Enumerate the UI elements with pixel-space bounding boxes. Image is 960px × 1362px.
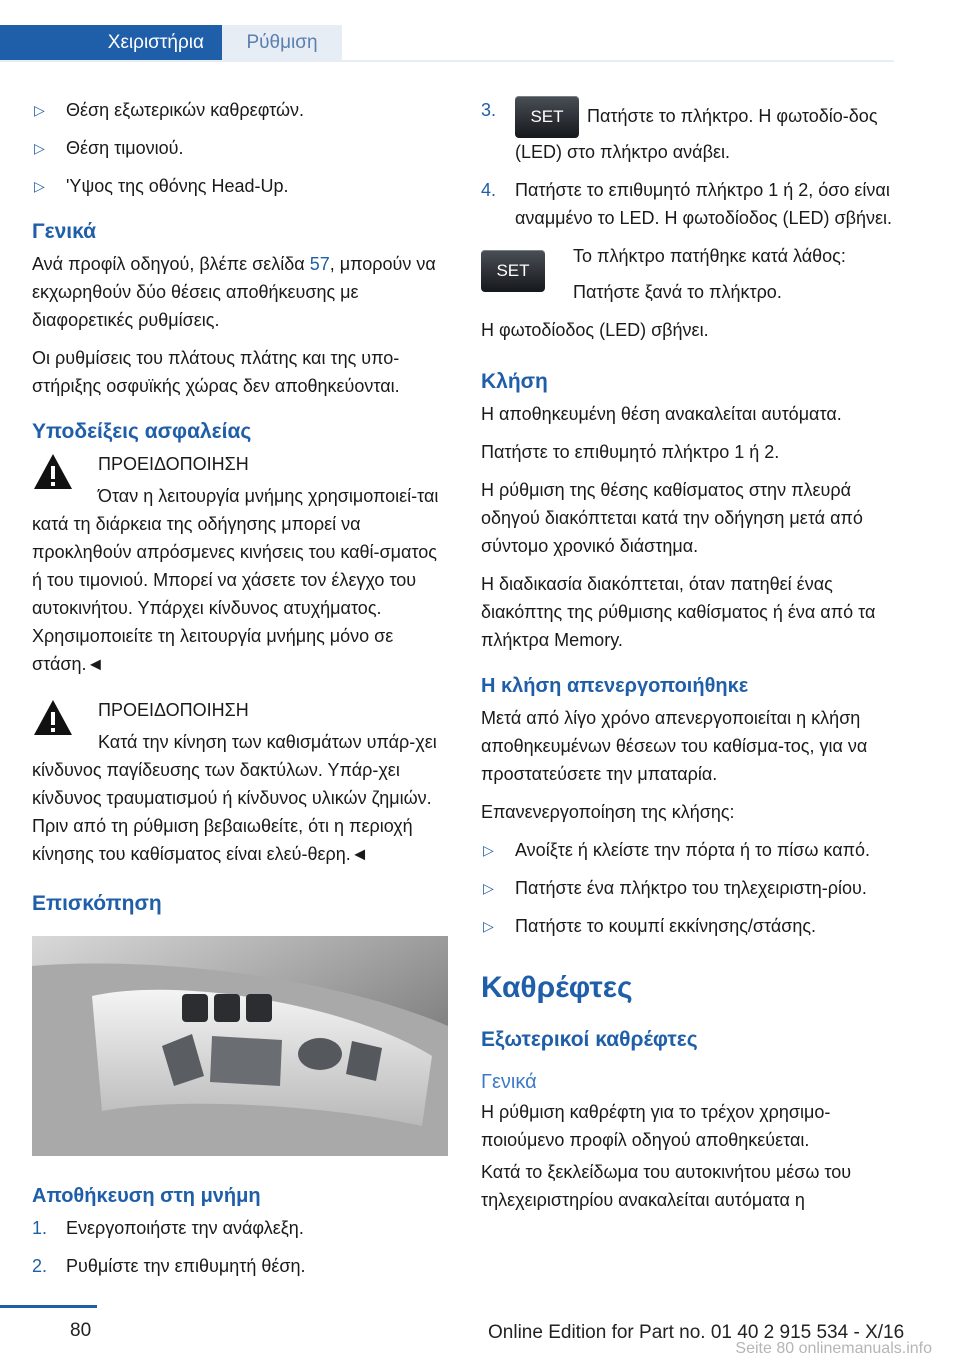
warning-title: ΠΡΟΕΙΔΟΠΟΙΗΣΗ [98, 454, 249, 474]
list-item [32, 172, 450, 200]
list-item-text: Θέση τιμονιού. [66, 138, 184, 158]
heading-exterior-mirrors: Εξωτερικοί καθρέφτες [481, 1028, 698, 1051]
tab-adjustment[interactable]: Ρύθμιση [222, 25, 342, 61]
list-item-text: Πατήστε το κουμπί εκκίνησης/στάσης. [515, 916, 817, 936]
paragraph: Η αποθηκευμένη θέση ανακαλείται αυτόματα. [481, 404, 842, 424]
note-line: Το πλήκτρο πατήθηκε κατά λάθος: [573, 246, 846, 266]
heading-overview: Επισκόπηση [32, 892, 162, 915]
triangle-right-icon: ▷ [34, 102, 45, 118]
warning-text: Όταν η λειτουργία μνήμης χρησιμοποιεί-ται κατά τη διάρκεια της οδήγησης μπορεί να προκληθούν απρόσμενες κινήσεις του καθί-σματος ή του τιμονιού. Μπορεί να χάσετε τον έλεγχο του αυτοκινήτου. Υπάρχει κίνδυνος ατυχήματος. Χρησιμοποιείτε τη λειτουργία μνήμης μόνο σε στάση.◄ [32, 486, 439, 674]
paragraph: Η ρύθμιση καθρέφτη για το τρέχον χρησιμο-ποιούμενο προφίλ οδηγού αποθηκεύεται. [481, 1102, 831, 1150]
tab-controls[interactable]: Χειριστήρια [0, 25, 222, 61]
triangle-right-icon: ▷ [34, 140, 45, 156]
left-column [32, 96, 450, 1290]
triangle-right-icon: ▷ [34, 178, 45, 194]
set-button-icon: SET [515, 96, 579, 138]
paragraph: Κατά το ξεκλείδωμα του αυτοκινήτου μέσω του τηλεχειριστηρίου ανακαλείται αυτόματα η [481, 1162, 852, 1210]
heading-recall-disabled: Η κλήση απενεργοποιήθηκε [481, 675, 749, 697]
step-number: 4. [481, 180, 497, 200]
list-item [32, 1214, 450, 1242]
step-text: Πατήστε το επιθυμητό πλήκτρο 1 ή 2, όσο είναι αναμμένο το LED. Η φωτοδίοδος (LED) σβήνει. [515, 180, 893, 228]
set-button-icon: SET [481, 250, 545, 292]
text: , μπορούν να εκχωρηθούν δύο θέσεις αποθήκευσης με διαφορετικές ρυθμίσεις. [32, 254, 436, 330]
triangle-right-icon: ▷ [483, 880, 494, 896]
warning-block [32, 696, 450, 868]
list-item [32, 1252, 450, 1280]
heading-mirrors: Καθρέφτες [481, 971, 633, 1004]
list-item [481, 96, 899, 166]
step-text: Ρυθμίστε την επιθυμητή θέση. [66, 1256, 306, 1276]
list-item-text: 'Υψος της οθόνης Head-Up. [66, 176, 289, 196]
list-item-text: Θέση εξωτερικών καθρεφτών. [66, 100, 305, 120]
watermark-site: onlinemanuals.info [798, 1340, 932, 1357]
paragraph: Οι ρυθμίσεις του πλάτους πλάτης και της υπο-στήριξης οσφυϊκής χώρας δεν αποθηκεύονται. [32, 348, 400, 396]
list-item [481, 836, 899, 864]
header-rule [0, 60, 894, 62]
step-number: 2. [32, 1256, 48, 1276]
list-item-text: Πατήστε ένα πλήκτρο του τηλεχειριστη-ρίου. [515, 878, 867, 898]
warning-title: ΠΡΟΕΙΔΟΠΟΙΗΣΗ [98, 700, 249, 720]
watermark [735, 1340, 932, 1358]
list-item [481, 912, 899, 940]
heading-store: Αποθήκευση στη μνήμη [32, 1185, 261, 1207]
step-text: Ενεργοποιήστε την ανάφλεξη. [66, 1218, 304, 1238]
paragraph: Η φωτοδίοδος (LED) σβήνει. [481, 320, 709, 340]
step-text: Πατήστε το πλήκτρο. Η φωτοδίο-δος (LED) στο πλήκτρο ανάβει. [515, 105, 878, 162]
note-block [481, 242, 899, 306]
list-item-text: Ανοίξτε ή κλείστε την πόρτα ή το πίσω καπό. [515, 840, 871, 860]
page-number: 80 [70, 1320, 92, 1341]
list-item [32, 134, 450, 162]
watermark-page: Seite 80 [735, 1340, 795, 1357]
header-bar [0, 0, 894, 64]
paragraph [32, 250, 450, 334]
paragraph: Πατήστε το επιθυμητό πλήκτρο 1 ή 2. [481, 442, 780, 462]
footer-rule [0, 1305, 97, 1308]
list-item [481, 874, 899, 902]
heading-safety: Υποδείξεις ασφαλείας [32, 420, 252, 443]
triangle-right-icon: ▷ [483, 842, 494, 858]
text: Ανά προφίλ οδηγού, βλέπε σελίδα [32, 254, 310, 274]
note-line: Πατήστε ξανά το πλήκτρο. [573, 282, 782, 302]
warning-block [32, 450, 450, 678]
list-item [481, 176, 899, 232]
heading-mirrors-general: Γενικά [481, 1071, 537, 1093]
warning-text: Κατά την κίνηση των καθισμάτων υπάρ-χει κίνδυνος παγίδευσης των δακτύλων. Υπάρ-χει κίνδυνος τραυματισμού ή κίνδυνος υλικών ζημιών. Πριν από τη ρύθμιση βεβαιωθείτε, ότι η περιοχή κίνησης του καθίσματος είναι ελεύ-θερη.◄ [32, 732, 437, 864]
heading-recall: Κλήση [481, 370, 548, 393]
right-column [481, 96, 899, 1224]
edition-footer: Online Edition for Part no. 01 40 2 915 534 - X/16 [488, 1322, 905, 1343]
step-number: 3. [481, 100, 497, 120]
page-link[interactable]: 57 [309, 254, 330, 274]
step-number: 1. [32, 1218, 48, 1238]
list-item [32, 96, 450, 124]
warning-triangle-icon [32, 452, 74, 492]
paragraph: Επανενεργοποίηση της κλήσης: [481, 802, 735, 822]
paragraph: Η διαδικασία διακόπτεται, όταν πατηθεί ένας διακόπτης της ρύθμισης καθίσματος ή ένα από τα πλήκτρα Memory. [481, 574, 876, 650]
seat-controls-photo [32, 936, 448, 1156]
paragraph: Η ρύθμιση της θέσης καθίσματος στην πλευρά οδηγού διακόπτεται κατά την οδήγηση μετά από σύντομο χρονικό διάστημα. [481, 480, 863, 556]
heading-general: Γενικά [32, 220, 97, 243]
triangle-right-icon: ▷ [483, 918, 494, 934]
warning-triangle-icon [32, 698, 74, 738]
paragraph: Μετά από λίγο χρόνο απενεργοποιείται η κλήση αποθηκευμένων θέσεων του καθίσμα-τος, για να προστατεύσετε την μπαταρία. [481, 708, 868, 784]
